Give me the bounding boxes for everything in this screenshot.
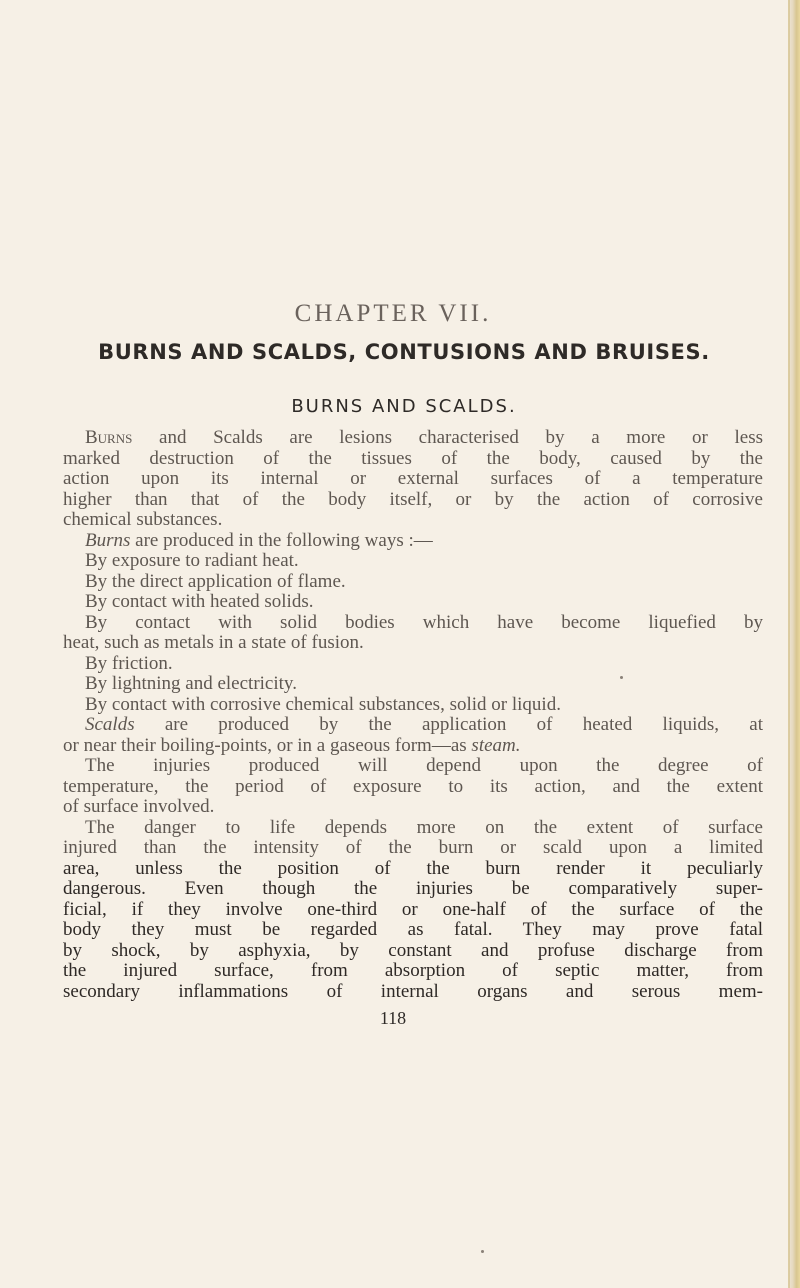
paragraph-line: The injuries produced will depend upon the degree of [85, 755, 763, 776]
list-item: By contact with heated solids. [85, 591, 314, 612]
paragraph-line: area, unless the position of the burn render it peculiarly [63, 857, 763, 879]
ink-speck [620, 676, 623, 679]
paragraph-line: of surface involved. [63, 796, 215, 817]
section-heading: BURNS AND SCALDS. [291, 396, 517, 417]
list-item: By contact with solid bodies which have become liquefied by [85, 611, 763, 633]
list-item: By the direct application of flame. [85, 570, 346, 592]
burns-intro: Burns are produced in the following ways :— [85, 529, 433, 551]
paragraph-line: chemical substances. [63, 509, 223, 530]
paragraph-line: injured than the intensity of the burn or scald upon a limited [63, 837, 763, 858]
chapter-heading: CHAPTER VII. [294, 300, 492, 327]
burns-term: Burns [85, 529, 131, 551]
paragraph-line: Burns and Scalds are lesions characterised by a more or less [85, 427, 763, 448]
list-item: By contact with corrosive chemical substances, solid or liquid. [85, 693, 561, 715]
ink-speck [481, 1250, 484, 1253]
paragraph-line: dangerous. Even though the injuries be comparatively super- [63, 878, 763, 899]
paragraph-line: body they must be regarded as fatal. They may prove fatal [63, 919, 763, 940]
paragraph-line: The danger to life depends more on the extent of surface [85, 816, 763, 838]
list-item: By exposure to radiant heat. [85, 550, 299, 571]
paragraph-line: higher than that of the body itself, or by the action of corrosive [63, 488, 763, 510]
scalds-line: or near their boiling-points, or in a gaseous form—as steam. [63, 734, 521, 756]
chapter-title: BURNS AND SCALDS, CONTUSIONS AND BRUISES. [98, 340, 710, 364]
lead-word: Burns [85, 427, 133, 448]
paragraph-line: ficial, if they involve one-third or one-half of the surface of the [63, 898, 763, 920]
steam-term: steam. [471, 734, 521, 756]
paragraph-line: by shock, by asphyxia, by constant and profuse discharge from [63, 939, 763, 961]
scalds-term: Scalds [85, 714, 135, 735]
page-number: 118 [379, 1008, 407, 1028]
paragraph-line: the injured surface, from absorption of septic matter, from [63, 960, 763, 981]
paragraph-line: temperature, the period of exposure to its action, and the extent [63, 775, 763, 797]
list-item: By lightning and electricity. [85, 673, 297, 694]
scalds-line: Scalds are produced by the application of heated liquids, at [85, 714, 763, 735]
paragraph-line: marked destruction of the tissues of the body, caused by the [63, 447, 763, 469]
list-item-continuation: heat, such as metals in a state of fusion. [63, 632, 364, 653]
page-edge-shadow [788, 0, 790, 1288]
paragraph-line: action upon its internal or external surfaces of a temperature [63, 468, 763, 489]
list-item: By friction. [85, 652, 173, 674]
body-text [63, 428, 763, 1002]
paragraph-line: secondary inflammations of internal organs and serous mem- [63, 980, 763, 1002]
